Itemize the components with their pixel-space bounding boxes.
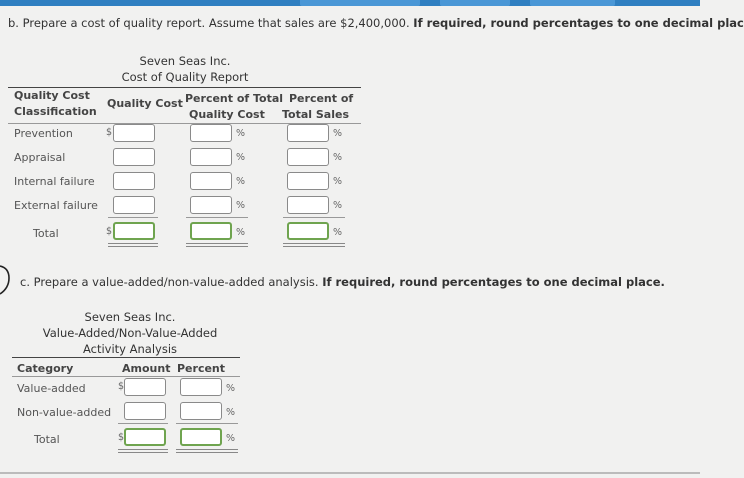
total-double-rule — [108, 243, 158, 247]
analysis-header-bottom-rule — [12, 376, 240, 377]
header-classification-1: Quality Cost — [14, 89, 90, 102]
prevention-pct-total-input[interactable] — [190, 124, 232, 142]
external-failure-pct-total-input[interactable] — [190, 196, 232, 214]
analysis-title-2: Activity Analysis — [82, 342, 178, 356]
header-amount: Amount — [122, 362, 171, 375]
total-amount-input[interactable] — [124, 428, 166, 446]
sum-rule — [118, 423, 168, 424]
total-double-rule — [118, 449, 168, 453]
toolbar-strip — [0, 0, 700, 6]
external-failure-pct-sales-input[interactable] — [287, 196, 329, 214]
part-b-text: Prepare a cost of quality report. Assume that sales are $2,400,000. — [22, 16, 410, 30]
row-label-external-failure: External failure — [14, 199, 98, 212]
row-label-internal-failure: Internal failure — [14, 175, 95, 188]
appraisal-pct-sales-input[interactable] — [287, 148, 329, 166]
toolbar-button[interactable] — [440, 0, 510, 6]
percent-sign: % — [236, 128, 246, 139]
percent-sign: % — [226, 407, 236, 418]
analysis-title-1: Value-Added/Non-Value-Added — [42, 326, 218, 340]
header-percent: Percent — [177, 362, 226, 375]
part-c-bold-text: If required, round percentages to one decimal place. — [322, 275, 665, 289]
percent-sign: % — [333, 128, 343, 139]
percent-sign: % — [226, 383, 236, 394]
part-b-question — [8, 16, 744, 30]
report-company: Seven Seas Inc. — [139, 54, 231, 68]
percent-sign: % — [333, 227, 343, 238]
appraisal-pct-total-input[interactable] — [190, 148, 232, 166]
toolbar-button[interactable] — [300, 0, 420, 6]
percent-sign: % — [226, 433, 236, 444]
part-b-bold-text: If required, round percentages to one decimal plac — [413, 16, 744, 30]
header-classification-2: Classification — [14, 105, 97, 118]
appraisal-cost-input[interactable] — [113, 148, 155, 166]
prevention-pct-sales-input[interactable] — [287, 124, 329, 142]
non-value-added-amount-input[interactable] — [124, 402, 166, 420]
internal-failure-pct-total-input[interactable] — [190, 172, 232, 190]
dollar-sign: $ — [106, 127, 113, 138]
row-label-appraisal: Appraisal — [14, 151, 66, 164]
analysis-company: Seven Seas Inc. — [84, 310, 176, 324]
percent-sign: % — [236, 176, 246, 187]
header-pct-total-1: Percent of Total — [185, 92, 284, 105]
total-double-rule — [283, 243, 345, 247]
header-pct-sales-2: Total Sales — [282, 108, 350, 121]
part-b-label: b. — [8, 16, 19, 30]
row-label-total: Total — [33, 227, 59, 240]
page-bottom-rule — [0, 472, 700, 474]
row-label-prevention: Prevention — [14, 127, 73, 140]
sum-rule — [186, 217, 248, 218]
total-double-rule — [176, 449, 238, 453]
sum-rule — [283, 217, 345, 218]
percent-sign: % — [236, 227, 246, 238]
total-pct-total-input[interactable] — [190, 222, 232, 240]
header-category: Category — [17, 362, 74, 375]
internal-failure-cost-input[interactable] — [113, 172, 155, 190]
internal-failure-pct-sales-input[interactable] — [287, 172, 329, 190]
percent-sign: % — [333, 176, 343, 187]
sum-rule — [176, 423, 238, 424]
print-item-button[interactable] — [530, 0, 615, 6]
cursor-bracket-icon — [0, 264, 12, 296]
dollar-sign: $ — [106, 226, 113, 237]
row-label-total: Total — [34, 433, 60, 446]
row-label-value-added: Value-added — [17, 382, 86, 395]
sum-rule — [108, 217, 158, 218]
external-failure-cost-input[interactable] — [113, 196, 155, 214]
total-pct-sales-input[interactable] — [287, 222, 329, 240]
dollar-sign: $ — [118, 432, 125, 443]
header-pct-total-2: Quality Cost — [189, 108, 265, 121]
header-rule — [8, 87, 361, 88]
dollar-sign: $ — [118, 381, 125, 392]
value-added-amount-input[interactable] — [124, 378, 166, 396]
prevention-cost-input[interactable] — [113, 124, 155, 142]
value-added-percent-input[interactable] — [180, 378, 222, 396]
total-double-rule — [186, 243, 248, 247]
non-value-added-percent-input[interactable] — [180, 402, 222, 420]
row-label-non-value-added: Non-value-added — [17, 406, 112, 419]
percent-sign: % — [333, 152, 343, 163]
total-percent-input[interactable] — [180, 428, 222, 446]
report-title: Cost of Quality Report — [121, 70, 249, 84]
percent-sign: % — [236, 200, 246, 211]
header-pct-sales-1: Percent of — [289, 92, 354, 105]
total-cost-input[interactable] — [113, 222, 155, 240]
part-c-question — [20, 275, 665, 289]
part-c-label: c. — [20, 275, 30, 289]
analysis-header-rule — [12, 357, 240, 358]
percent-sign: % — [333, 200, 343, 211]
part-c-text: Prepare a value-added/non-value-added analysis. — [33, 275, 319, 289]
percent-sign: % — [236, 152, 246, 163]
header-quality-cost: Quality Cost — [107, 97, 183, 110]
